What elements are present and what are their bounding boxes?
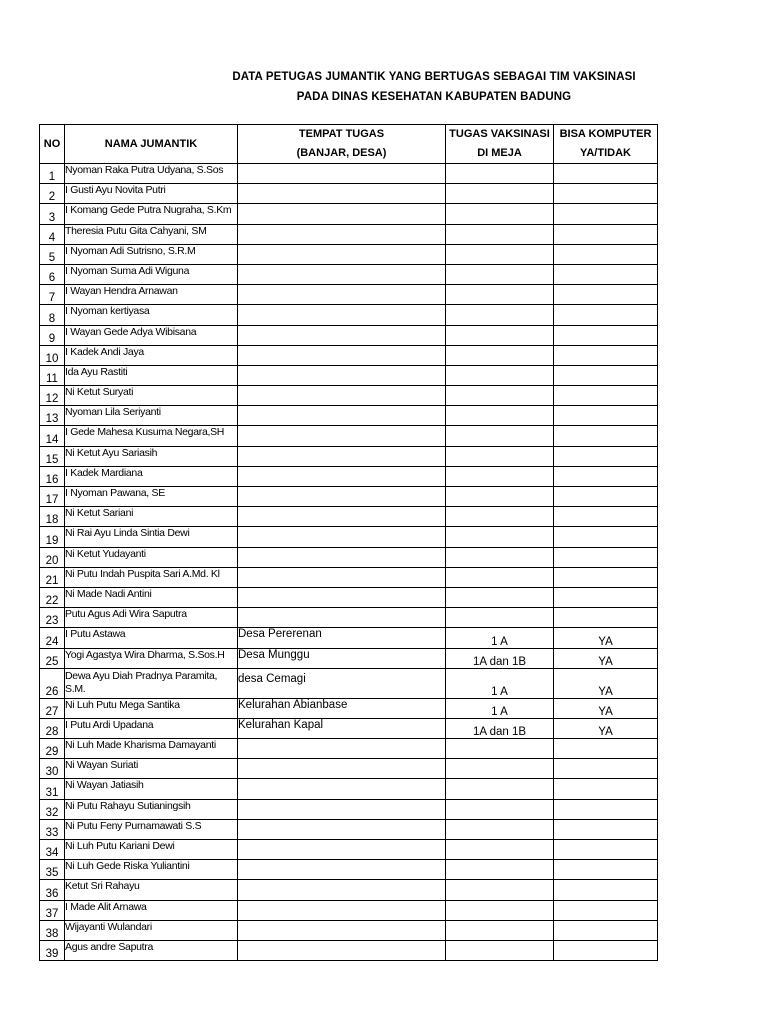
no-cell: 25 [40,648,65,668]
nama-cell: I Wayan Gede Adya Wibisana [65,325,238,345]
tempat-cell: desa Cemagi [238,668,446,698]
tugas-cell [446,940,554,960]
table-row [40,900,658,920]
no-cell: 28 [40,718,65,738]
nama-cell: I Wayan Hendra Arnawan [65,285,238,305]
tempat-cell [238,487,446,507]
tempat-cell [238,608,446,628]
nama-cell: Ni Wayan Jatiasih [65,779,238,799]
table-row [40,940,658,960]
nama-cell: I Putu Ardi Upadana [65,718,238,738]
no-cell: 11 [40,365,65,385]
bisa-cell [554,365,658,385]
bisa-cell [554,759,658,779]
tempat-cell [238,264,446,284]
nama-cell: Ida Ayu Rastiti [65,365,238,385]
nama-cell: Ni Made Nadi Antini [65,587,238,607]
no-cell: 19 [40,527,65,547]
tugas-cell [446,406,554,426]
nama-cell: I Gusti Ayu Novita Putri [65,184,238,204]
no-cell: 8 [40,305,65,325]
tempat-cell [238,779,446,799]
col-header-tugas: TUGAS VAKSINASI DI MEJA [446,125,554,164]
no-cell: 31 [40,779,65,799]
no-cell: 1 [40,164,65,184]
bisa-cell [554,587,658,607]
table-row [40,628,658,648]
bisa-cell [554,900,658,920]
no-cell: 33 [40,819,65,839]
no-cell: 18 [40,507,65,527]
col-header-no: NO [40,125,65,164]
no-cell: 7 [40,285,65,305]
table-row [40,698,658,718]
no-cell: 15 [40,446,65,466]
bisa-cell [554,860,658,880]
bisa-cell: YA [554,628,658,648]
bisa-cell [554,386,658,406]
table-row [40,567,658,587]
bisa-cell [554,204,658,224]
tugas-cell [446,739,554,759]
table-row [40,739,658,759]
nama-cell: Ni Putu Indah Puspita Sari A.Md. Kl [65,567,238,587]
bisa-cell [554,920,658,940]
nama-cell: Ketut Sri Rahayu [65,880,238,900]
nama-cell: I Putu Astawa [65,628,238,648]
tugas-cell [446,285,554,305]
table-row [40,164,658,184]
bisa-cell [554,305,658,325]
bisa-cell [554,224,658,244]
no-cell: 20 [40,547,65,567]
no-cell: 26 [40,668,65,698]
tempat-cell [238,204,446,224]
tempat-cell [238,860,446,880]
table-row [40,799,658,819]
bisa-cell [554,466,658,486]
nama-cell: Dewa Ayu Diah Pradnya Paramita, S.M. [65,668,238,698]
table-row [40,880,658,900]
tugas-cell [446,365,554,385]
nama-cell: I Nyoman Adi Sutrisno, S.R.M [65,244,238,264]
bisa-cell [554,940,658,960]
tugas-cell [446,507,554,527]
bisa-cell [554,325,658,345]
table-row [40,285,658,305]
tugas-cell [446,224,554,244]
no-cell: 34 [40,840,65,860]
tempat-cell [238,819,446,839]
tugas-cell: 1 A [446,628,554,648]
table-row [40,547,658,567]
bisa-cell [554,285,658,305]
document-subtitle: PADA DINAS KESEHATAN KABUPATEN BADUNG [296,91,572,103]
nama-cell: Ni Luh Gede Riska Yuliantini [65,860,238,880]
tugas-cell [446,880,554,900]
table-row [40,426,658,446]
tempat-cell [238,305,446,325]
col-header-tempat: TEMPAT TUGAS (BANJAR, DESA) [238,125,446,164]
bisa-cell [554,446,658,466]
tempat-cell [238,325,446,345]
tugas-cell [446,264,554,284]
tugas-cell [446,325,554,345]
col-header-nama: NAMA JUMANTIK [65,125,238,164]
nama-cell: I Kadek Mardiana [65,466,238,486]
tugas-cell [446,587,554,607]
no-cell: 6 [40,264,65,284]
bisa-cell [554,345,658,365]
bisa-cell [554,608,658,628]
tugas-cell: 1 A [446,698,554,718]
tugas-cell [446,386,554,406]
tugas-cell [446,446,554,466]
tempat-cell [238,426,446,446]
tempat-cell [238,880,446,900]
tempat-cell [238,739,446,759]
bisa-cell [554,406,658,426]
tugas-cell [446,204,554,224]
tempat-cell [238,840,446,860]
no-cell: 14 [40,426,65,446]
nama-cell: I Made Alit Arnawa [65,900,238,920]
no-cell: 24 [40,628,65,648]
table-row [40,718,658,738]
table-row [40,264,658,284]
tugas-cell: 1A dan 1B [446,648,554,668]
tugas-cell [446,426,554,446]
table-row [40,759,658,779]
bisa-cell: YA [554,668,658,698]
bisa-cell: YA [554,718,658,738]
no-cell: 27 [40,698,65,718]
bisa-cell [554,799,658,819]
tugas-cell [446,487,554,507]
bisa-cell: YA [554,648,658,668]
no-cell: 5 [40,244,65,264]
nama-cell: I Nyoman kertiyasa [65,305,238,325]
tugas-cell: 1 A [446,668,554,698]
no-cell: 4 [40,224,65,244]
tempat-cell [238,224,446,244]
tempat-cell [238,406,446,426]
nama-cell: Ni Luh Putu Mega Santika [65,698,238,718]
tempat-cell [238,799,446,819]
no-cell: 38 [40,920,65,940]
nama-cell: Wijayanti Wulandari [65,920,238,940]
tempat-cell [238,244,446,264]
tempat-cell [238,507,446,527]
tempat-cell [238,345,446,365]
bisa-cell [554,244,658,264]
bisa-cell [554,184,658,204]
table-header-row [40,125,658,164]
nama-cell: Ni Putu Feny Purnamawati S.S [65,819,238,839]
table-row [40,386,658,406]
tempat-cell [238,587,446,607]
tugas-cell [446,799,554,819]
table-row [40,325,658,345]
bisa-cell [554,264,658,284]
tempat-cell [238,527,446,547]
table-row [40,527,658,547]
tugas-cell [446,345,554,365]
no-cell: 32 [40,799,65,819]
bisa-cell [554,779,658,799]
tempat-cell: Kelurahan Kapal [238,718,446,738]
table-row [40,184,658,204]
tugas-cell [446,184,554,204]
jumantik-table [39,124,658,961]
tempat-cell [238,386,446,406]
tugas-cell [446,244,554,264]
tugas-cell [446,860,554,880]
nama-cell: I Kadek Andi Jaya [65,345,238,365]
tempat-cell: Desa Pererenan [238,628,446,648]
no-cell: 39 [40,940,65,960]
bisa-cell [554,739,658,759]
table-row [40,345,658,365]
nama-cell: Putu Agus Adi Wira Saputra [65,608,238,628]
tugas-cell [446,527,554,547]
no-cell: 21 [40,567,65,587]
document-title: DATA PETUGAS JUMANTIK YANG BERTUGAS SEBAGAI TIM VAKSINASI [232,71,636,83]
no-cell: 12 [40,386,65,406]
nama-cell: I Komang Gede Putra Nugraha, S.Km [65,204,238,224]
nama-cell: Ni Ketut Sariani [65,507,238,527]
table-row [40,779,658,799]
tempat-cell [238,547,446,567]
tempat-cell [238,446,446,466]
nama-cell: Ni Ketut Yudayanti [65,547,238,567]
table-row [40,446,658,466]
tempat-cell: Kelurahan Abianbase [238,698,446,718]
table-row [40,668,658,698]
tempat-cell [238,285,446,305]
no-cell: 3 [40,204,65,224]
no-cell: 37 [40,900,65,920]
bisa-cell [554,527,658,547]
nama-cell: Ni Ketut Suryati [65,386,238,406]
bisa-cell [554,487,658,507]
table-row [40,840,658,860]
tempat-cell [238,567,446,587]
table-row [40,365,658,385]
table-row [40,244,658,264]
tempat-cell: Desa Munggu [238,648,446,668]
bisa-cell [554,426,658,446]
no-cell: 16 [40,466,65,486]
table-row [40,204,658,224]
tugas-cell [446,920,554,940]
tempat-cell [238,759,446,779]
no-cell: 17 [40,487,65,507]
tugas-cell [446,547,554,567]
tugas-cell [446,840,554,860]
tugas-cell [446,164,554,184]
tempat-cell [238,164,446,184]
tugas-cell [446,759,554,779]
nama-cell: Ni Luh Made Kharisma Damayanti [65,739,238,759]
nama-cell: Nyoman Lila Seriyanti [65,406,238,426]
tempat-cell [238,940,446,960]
bisa-cell [554,164,658,184]
table-row [40,860,658,880]
table-row [40,507,658,527]
nama-cell: Nyoman Raka Putra Udyana, S.Sos [65,164,238,184]
tugas-cell [446,779,554,799]
bisa-cell [554,567,658,587]
tempat-cell [238,466,446,486]
no-cell: 13 [40,406,65,426]
tugas-cell: 1A dan 1B [446,718,554,738]
tempat-cell [238,184,446,204]
tempat-cell [238,365,446,385]
tempat-cell [238,920,446,940]
tugas-cell [446,819,554,839]
table-row [40,224,658,244]
nama-cell: Yogi Agastya Wira Dharma, S.Sos.H [65,648,238,668]
tugas-cell [446,900,554,920]
table-row [40,587,658,607]
bisa-cell [554,547,658,567]
nama-cell: Agus andre Saputra [65,940,238,960]
nama-cell: Theresia Putu Gita Cahyani, SM [65,224,238,244]
no-cell: 29 [40,739,65,759]
tugas-cell [446,608,554,628]
table-row [40,466,658,486]
bisa-cell: YA [554,698,658,718]
nama-cell: I Nyoman Pawana, SE [65,487,238,507]
no-cell: 23 [40,608,65,628]
nama-cell: Ni Wayan Suriati [65,759,238,779]
no-cell: 35 [40,860,65,880]
tugas-cell [446,305,554,325]
col-header-bisa: BISA KOMPUTER YA/TIDAK [554,125,658,164]
no-cell: 9 [40,325,65,345]
table-row [40,608,658,628]
table-row [40,920,658,940]
nama-cell: Ni Luh Putu Kariani Dewi [65,840,238,860]
nama-cell: Ni Putu Rahayu Sutianingsih [65,799,238,819]
bisa-cell [554,507,658,527]
nama-cell: I Gede Mahesa Kusuma Negara,SH [65,426,238,446]
tugas-cell [446,567,554,587]
bisa-cell [554,840,658,860]
tugas-cell [446,466,554,486]
nama-cell: Ni Ketut Ayu Sariasih [65,446,238,466]
bisa-cell [554,880,658,900]
no-cell: 30 [40,759,65,779]
tempat-cell [238,900,446,920]
no-cell: 22 [40,587,65,607]
table-row [40,819,658,839]
table-row [40,487,658,507]
bisa-cell [554,819,658,839]
no-cell: 36 [40,880,65,900]
nama-cell: I Nyoman Suma Adi Wiguna [65,264,238,284]
table-row [40,648,658,668]
no-cell: 2 [40,184,65,204]
table-row [40,406,658,426]
nama-cell: Ni Rai Ayu Linda Sintia Dewi [65,527,238,547]
table-row [40,305,658,325]
no-cell: 10 [40,345,65,365]
